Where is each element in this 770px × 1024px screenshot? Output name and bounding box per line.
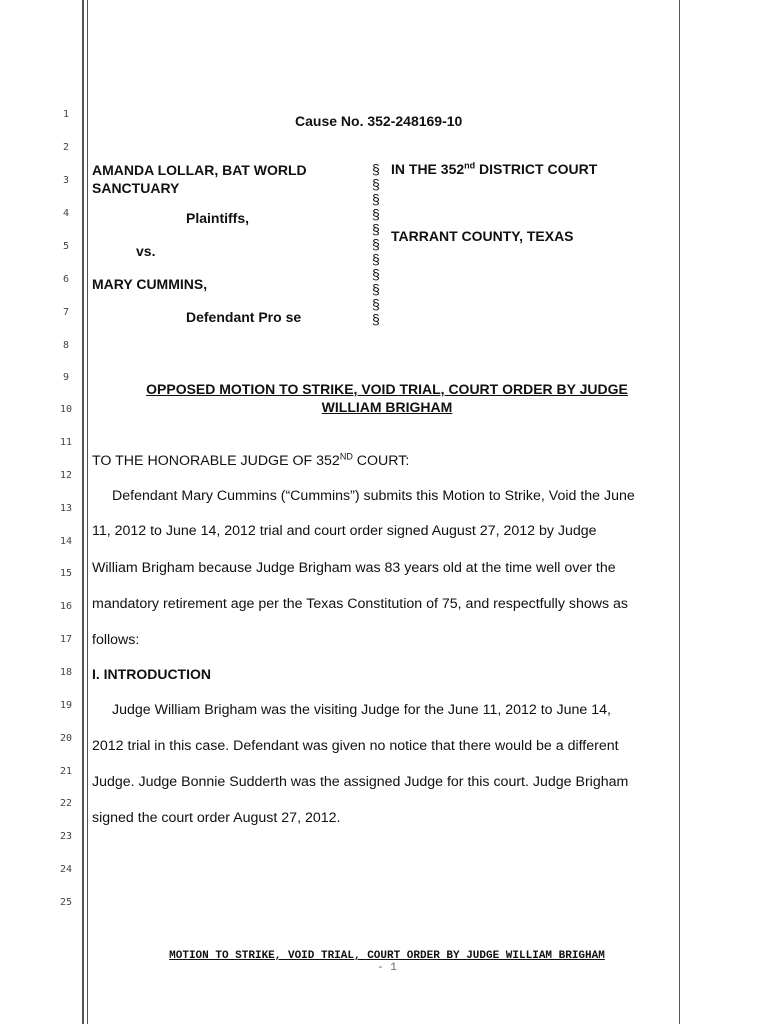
plaintiffs-label: Plaintiffs, (186, 210, 250, 226)
paragraph-line: signed the court order August 27, 2012. (92, 810, 341, 826)
line-number: 17 (59, 634, 73, 645)
line-number: 8 (62, 340, 70, 351)
section-mark: § (372, 266, 380, 282)
page-number: - 1 (377, 962, 397, 974)
paragraph-line: 11, 2012 to June 14, 2012 trial and court order signed August 27, 2012 by Judge (92, 523, 597, 539)
line-number: 19 (59, 700, 73, 711)
section-mark: § (372, 221, 380, 237)
line-number: 23 (59, 831, 73, 842)
line-number: 9 (62, 372, 70, 383)
line-number: 7 (62, 307, 70, 318)
left-margin-rule (82, 0, 84, 1024)
section-mark: § (372, 176, 380, 192)
paragraph-line: 2012 trial in this case. Defendant was given no notice that there would be a different (92, 738, 619, 754)
line-number: 20 (59, 733, 73, 744)
document-title-line1: OPPOSED MOTION TO STRIKE, VOID TRIAL, COURT ORDER BY JUDGE (146, 381, 628, 397)
line-number: 6 (62, 274, 70, 285)
court-name: IN THE 352nd DISTRICT COURT (391, 160, 598, 177)
paragraph-line: mandatory retirement age per the Texas Constitution of 75, and respectfully shows as (92, 596, 628, 612)
county-name: TARRANT COUNTY, TEXAS (391, 228, 574, 244)
plaintiff-name-line1: AMANDA LOLLAR, BAT WORLD (92, 162, 307, 178)
cause-number: Cause No. 352-248169-10 (295, 113, 463, 129)
line-number: 5 (62, 241, 70, 252)
paragraph-line: follows: (92, 632, 140, 648)
line-number: 4 (62, 208, 70, 219)
line-number: 16 (59, 601, 73, 612)
line-number: 14 (59, 536, 73, 547)
defendant-name: MARY CUMMINS, (92, 276, 208, 292)
line-number: 10 (59, 404, 73, 415)
line-number: 11 (59, 437, 73, 448)
document-title-line2: WILLIAM BRIGHAM (321, 399, 453, 415)
section-mark: § (372, 191, 380, 207)
line-number: 21 (59, 766, 73, 777)
left-margin-rule-inner (87, 0, 88, 1024)
right-margin-rule (679, 0, 680, 1024)
line-number: 22 (59, 798, 73, 809)
footer-title: MOTION TO STRIKE, VOID TRIAL, COURT ORDER BY JUDGE WILLIAM BRIGHAM (169, 950, 605, 962)
section-mark: § (372, 236, 380, 252)
page-footer (92, 950, 682, 974)
section-mark: § (372, 281, 380, 297)
section-mark: § (372, 251, 380, 267)
section-mark: § (372, 311, 380, 327)
versus-label: vs. (136, 243, 156, 259)
defendant-label: Defendant Pro se (186, 309, 302, 325)
line-number: 1 (62, 109, 70, 120)
line-number: 15 (59, 568, 73, 579)
paragraph-line: Judge William Brigham was the visiting Judge for the June 11, 2012 to June 14, (112, 702, 611, 718)
paragraph-line: William Brigham because Judge Brigham was 83 years old at the time well over the (92, 560, 616, 576)
section-heading-introduction: I. INTRODUCTION (92, 666, 211, 682)
section-mark: § (372, 296, 380, 312)
section-mark: § (372, 161, 380, 177)
line-number: 24 (59, 864, 73, 875)
paragraph-line: Judge. Judge Bonnie Sudderth was the assigned Judge for this court. Judge Brigham (92, 774, 629, 790)
paragraph-line: Defendant Mary Cummins (“Cummins”) submits this Motion to Strike, Void the June (112, 488, 635, 504)
line-number: 3 (62, 175, 70, 186)
line-number: 2 (62, 142, 70, 153)
line-number: 25 (59, 897, 73, 908)
section-mark: § (372, 206, 380, 222)
plaintiff-name-line2: SANCTUARY (92, 180, 180, 196)
line-number: 18 (59, 667, 73, 678)
document-title (92, 380, 682, 416)
salutation: TO THE HONORABLE JUDGE OF 352ND COURT: (92, 451, 410, 469)
line-number: 13 (59, 503, 73, 514)
line-number: 12 (59, 470, 73, 481)
